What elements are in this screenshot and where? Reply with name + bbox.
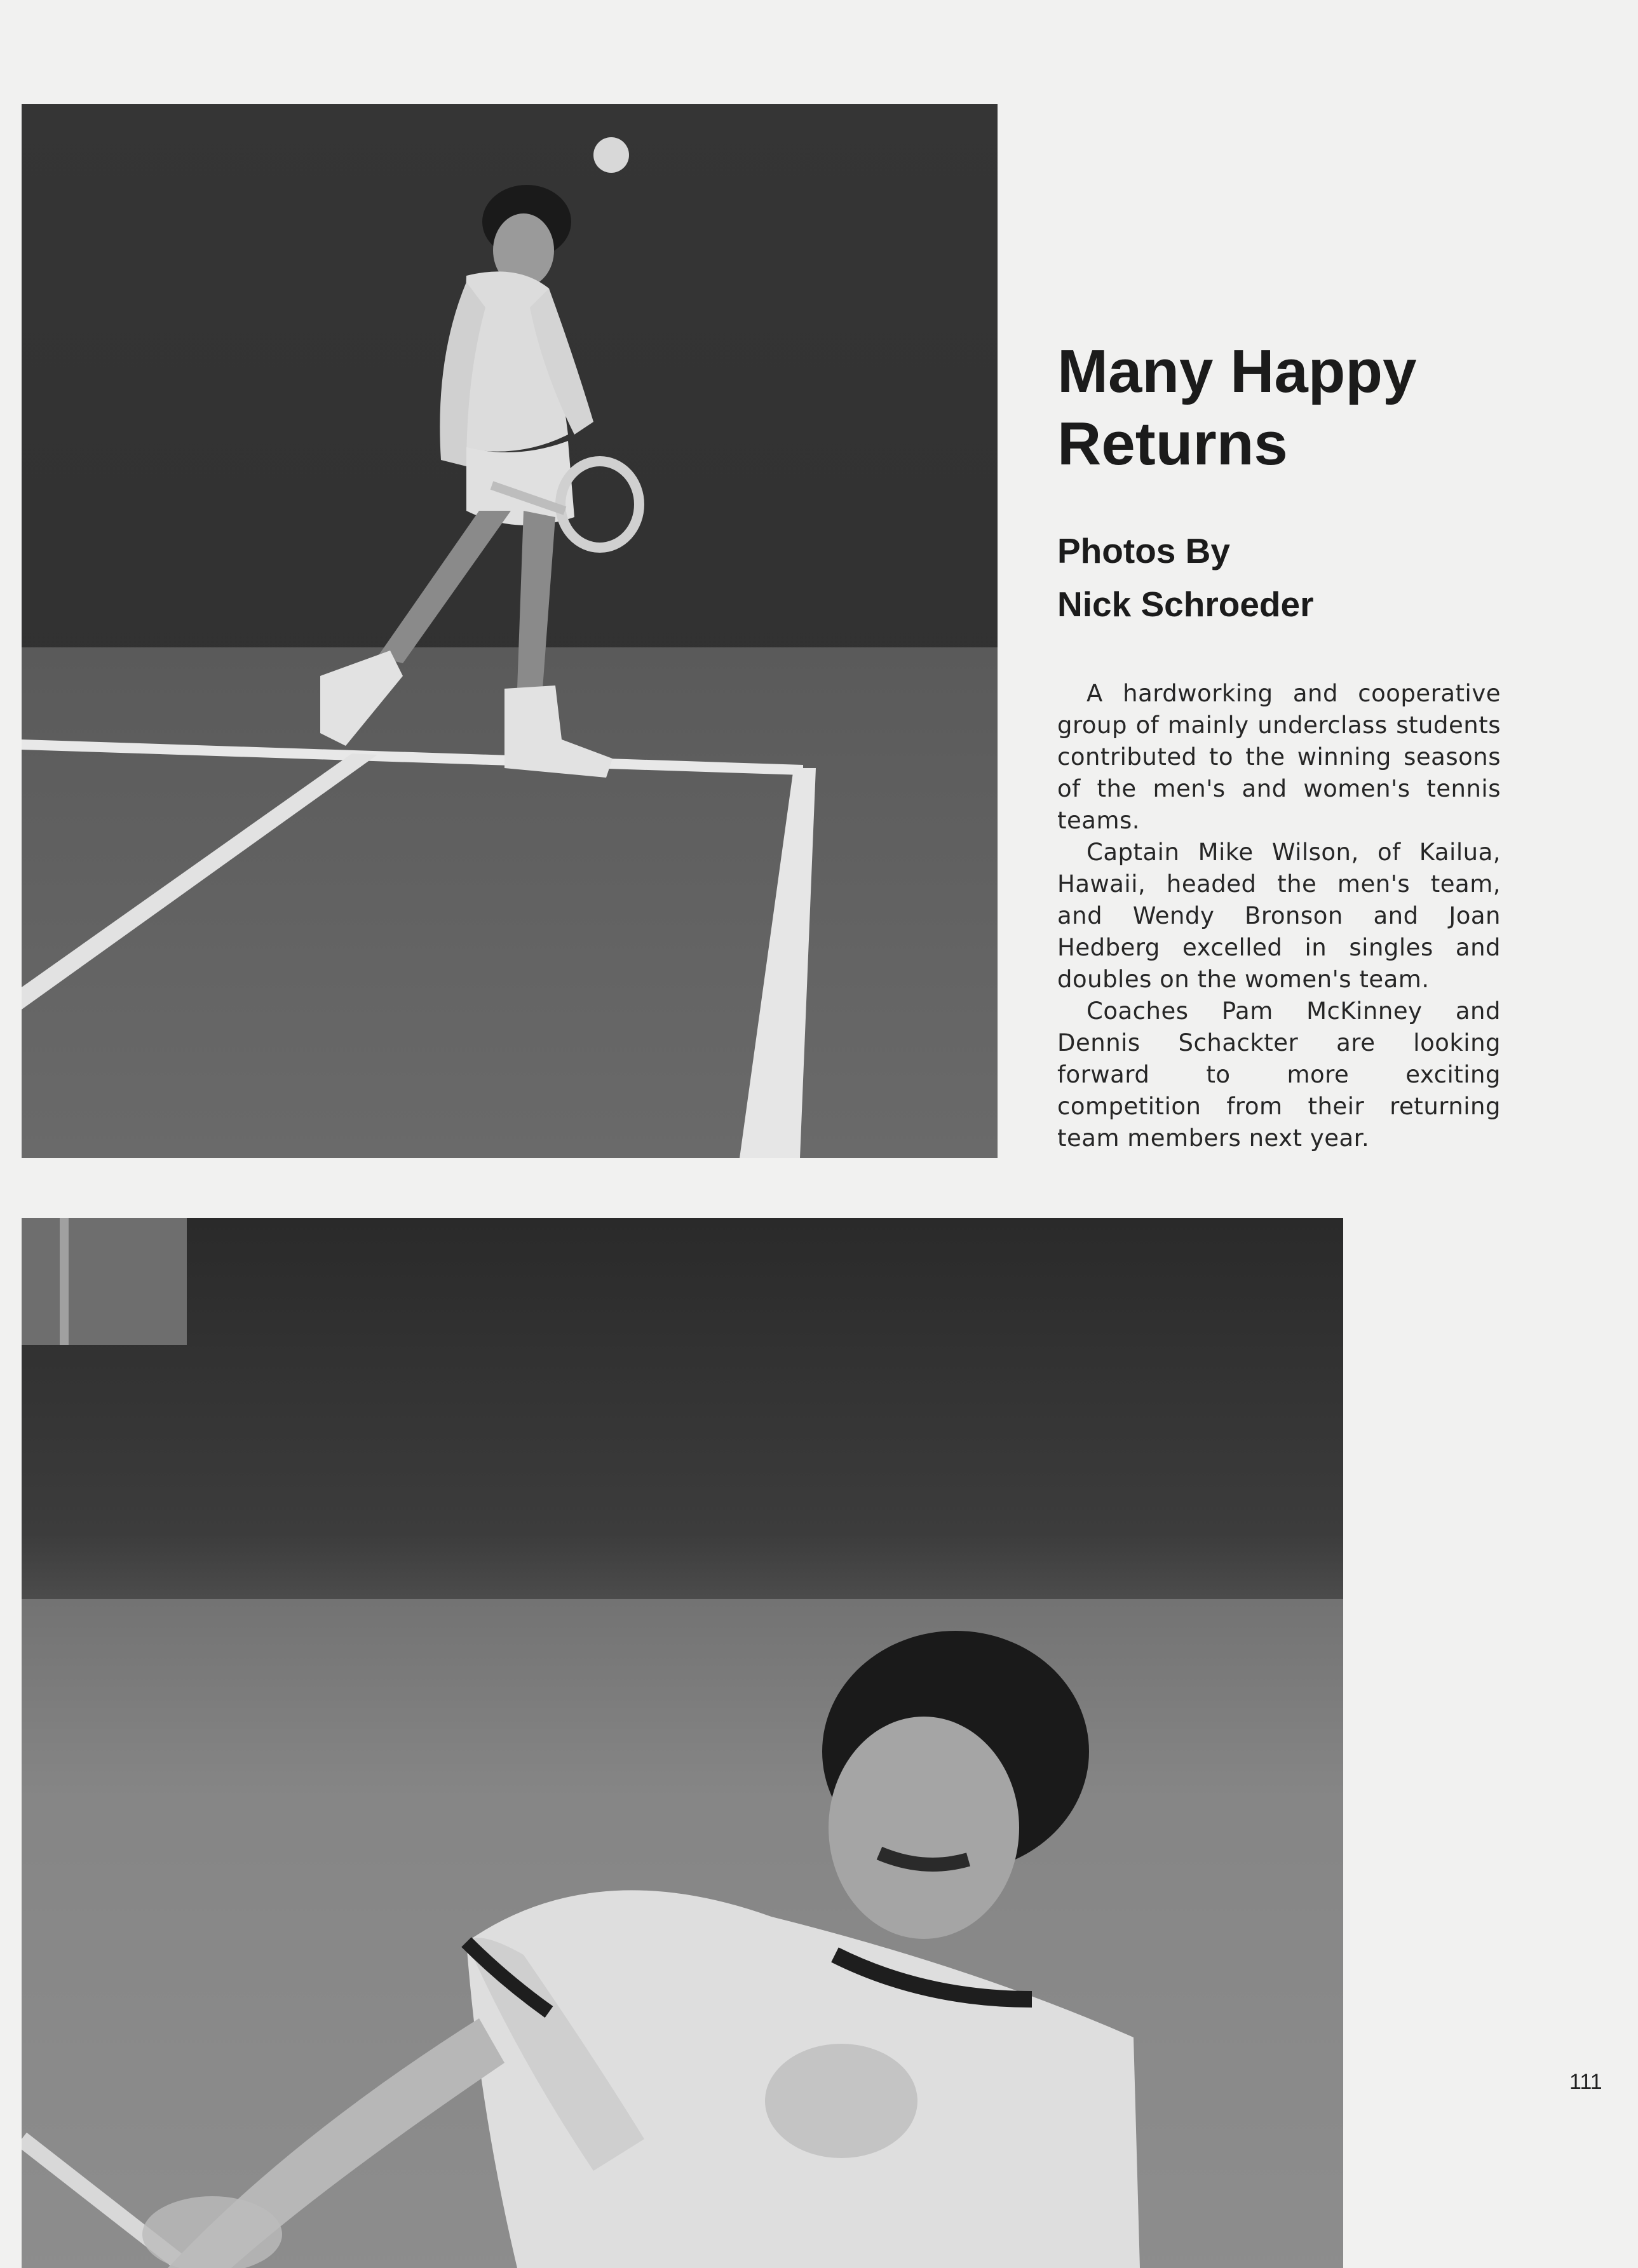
article-headline: Many Happy Returns: [1057, 337, 1417, 478]
article-body: [1057, 678, 1501, 1154]
top-photo-illustration: [22, 104, 998, 1158]
bottom-photo-illustration: [22, 1218, 1343, 2268]
page-number: 111: [1569, 2070, 1602, 2094]
article-paragraph: Captain Mike Wilson, of Kailua, Hawaii, headed the men's team, and Wendy Bronson and Joan Hedberg excelled in singles and doubles on the women's team.: [1057, 839, 1501, 993]
photo-credit: [1057, 524, 1604, 631]
photo-credit-name: Nick Schroeder: [1057, 584, 1314, 624]
photo-credit-label: Photos By: [1057, 531, 1230, 570]
top-tennis-photo: [22, 104, 998, 1158]
article-paragraph: Coaches Pam McKinney and Dennis Schackter are looking forward to more exciting competition from their returning team members next year.: [1057, 997, 1501, 1152]
bottom-tennis-photo: [22, 1218, 1343, 2268]
article-paragraph: A hardworking and cooperative group of mainly underclass students contributed to the winning seasons of the men's and women's tennis teams.: [1057, 680, 1501, 834]
